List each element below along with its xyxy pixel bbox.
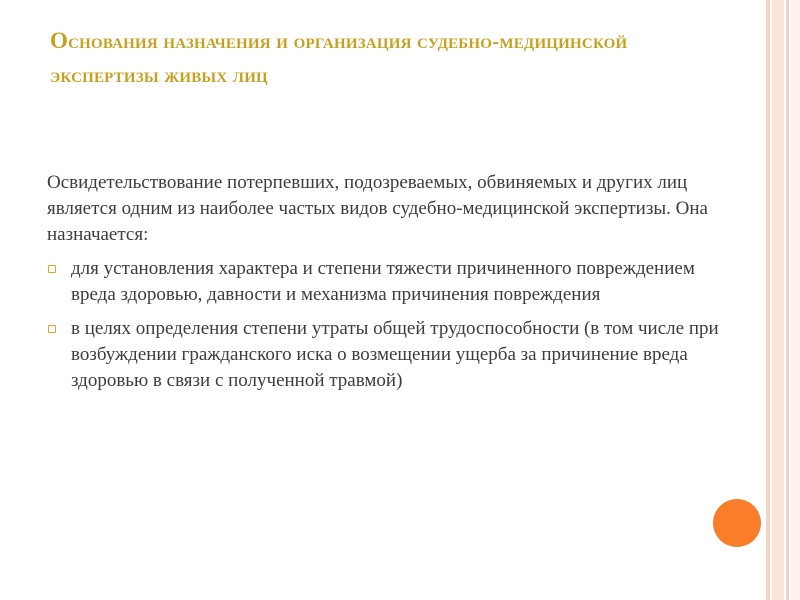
slide-title-initial: О [50, 28, 69, 53]
bullet-text: для установления характера и степени тяжести причиненного повреждением вреда здоровью, давности и механизма причинения повреждения [71, 258, 695, 305]
bullet-text: в целях определения степени утраты общей трудоспособности (в том числе при возбуждении гражданского иска о возмещении ущерба за причинение вреда здоровью в связи с полученной травмой) [71, 318, 719, 391]
hollow-square-bullet-icon [48, 325, 56, 333]
decorative-stripe [766, 0, 770, 600]
hollow-square-bullet-icon [48, 265, 56, 273]
decorative-stripe [772, 0, 784, 600]
list-item [47, 256, 727, 308]
list-item [47, 316, 727, 394]
bullet-list [47, 256, 727, 394]
decorative-stripe [791, 0, 800, 600]
intro-paragraph: Освидетельствование потерпевших, подозреваемых, обвиняемых и других лиц является одним из наиболее частых видов судебно-медицинской экспертизы. Она назначается: [47, 172, 708, 245]
decorative-stripe [786, 0, 789, 600]
slide-title-rest: снования назначения и организация судебно-медицинской экспертизы живых лиц [50, 29, 628, 87]
slide-title [50, 24, 740, 92]
orange-circle-icon [713, 499, 761, 547]
slide-body [47, 170, 727, 402]
